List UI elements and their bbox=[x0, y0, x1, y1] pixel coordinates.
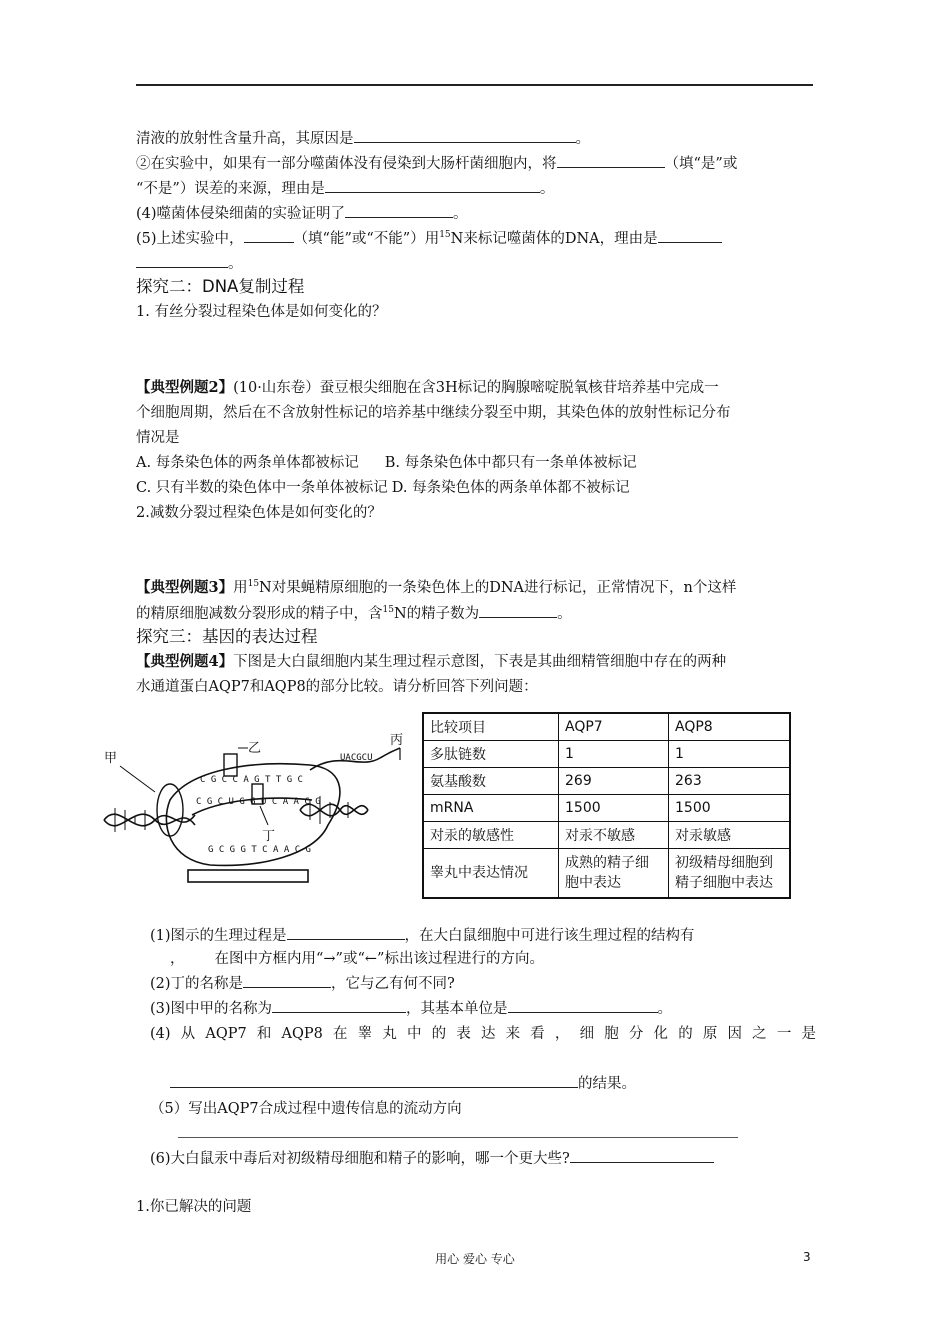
text: (4)噬菌体侵染细菌的实验证明了 bbox=[136, 206, 346, 222]
table-cell: 比较项目 bbox=[423, 713, 559, 741]
text: 因 bbox=[727, 1026, 743, 1042]
text: ， bbox=[554, 1026, 570, 1042]
text: 原 bbox=[702, 1026, 718, 1042]
text: 。 bbox=[228, 256, 243, 272]
blank[interactable] bbox=[243, 973, 331, 988]
text: 的精原细胞减数分裂形成的精子中，含 bbox=[136, 606, 383, 622]
example-label: 【典型例题2】 bbox=[136, 379, 234, 396]
example-label: 【典型例题4】 bbox=[136, 653, 234, 670]
blank[interactable] bbox=[508, 998, 658, 1013]
table-cell: 263 bbox=[669, 768, 791, 795]
blank[interactable] bbox=[354, 128, 576, 143]
text: 。 bbox=[539, 181, 555, 197]
text: 睾 bbox=[357, 1026, 373, 1042]
table-cell: 初级精母细胞到精子细胞中表达 bbox=[669, 849, 791, 899]
text: 表 bbox=[456, 1026, 471, 1042]
option-row bbox=[136, 478, 816, 498]
text-line bbox=[150, 998, 816, 1019]
text: (6)大白鼠汞中毒后对初级精母细胞和精子的影响，哪一个更大些? bbox=[150, 1151, 570, 1167]
text: 用 bbox=[233, 580, 248, 596]
text: (4) bbox=[150, 1026, 171, 1042]
text-line bbox=[150, 1024, 816, 1044]
blank[interactable] bbox=[658, 228, 722, 243]
text-line bbox=[136, 603, 816, 624]
text-line bbox=[136, 203, 816, 224]
text: 看 bbox=[530, 1026, 545, 1042]
text: 。 bbox=[557, 606, 572, 622]
text: (3)图中甲的名称为 bbox=[150, 1001, 273, 1017]
blank[interactable] bbox=[557, 153, 665, 168]
text-line: 情况是 bbox=[136, 430, 180, 446]
text: ②在实验中，如果有一部分噬菌体没有侵染到大肠杆菌细胞内，将 bbox=[136, 156, 557, 172]
text-line bbox=[150, 925, 816, 946]
text: ，在大白鼠细胞中可进行该生理过程的结构有 bbox=[404, 928, 695, 944]
table-cell: 成熟的精子细胞中表达 bbox=[559, 849, 669, 899]
text: 来 bbox=[505, 1026, 521, 1042]
superscript: 15 bbox=[439, 230, 451, 240]
superscript: 15 bbox=[382, 605, 394, 615]
text: (1)图示的生理过程是 bbox=[150, 928, 287, 944]
direction-box[interactable] bbox=[224, 754, 237, 776]
text: 从 bbox=[180, 1026, 196, 1042]
table-cell: AQP8 bbox=[669, 713, 791, 741]
text: N来标记噬菌体的DNA，理由是 bbox=[450, 231, 658, 247]
dna-template-strand: C G C C A G T T G C bbox=[200, 775, 303, 785]
label-ding: 丁 bbox=[262, 829, 276, 844]
text: 达 bbox=[480, 1026, 496, 1042]
base-bar bbox=[188, 870, 308, 882]
table-cell: 对汞不敏感 bbox=[559, 822, 669, 849]
option-c[interactable]: C. 只有半数的染色体中一条单体被标记 bbox=[136, 480, 388, 496]
text-line bbox=[136, 578, 816, 598]
text: ，其基本单位是 bbox=[406, 1001, 508, 1017]
blank[interactable] bbox=[287, 925, 405, 940]
question: 1.你已解决的问题 bbox=[136, 1199, 252, 1215]
table-row bbox=[423, 849, 790, 899]
text: 的结果。 bbox=[578, 1076, 636, 1092]
rna-polymerase-oval bbox=[157, 784, 183, 836]
text: 和 bbox=[256, 1026, 272, 1042]
table-cell: 1 bbox=[559, 741, 669, 768]
text-line bbox=[150, 1148, 816, 1169]
text-line: （5）写出AQP7合成过程中遗传信息的流动方向 bbox=[150, 1101, 462, 1117]
table-cell: 1 bbox=[669, 741, 791, 768]
blank[interactable] bbox=[244, 228, 294, 243]
table-cell: 对汞的敏感性 bbox=[423, 822, 559, 849]
text: 细 bbox=[579, 1026, 595, 1042]
text-line bbox=[136, 253, 816, 274]
text-line bbox=[136, 128, 816, 149]
text: 。 bbox=[575, 131, 590, 147]
text: 一 bbox=[776, 1026, 792, 1042]
table-cell: 269 bbox=[559, 768, 669, 795]
question: 2.减数分裂过程染色体是如何变化的？ bbox=[136, 505, 382, 521]
section-heading: 探究三：基因的表达过程 bbox=[136, 627, 318, 646]
text: (5)上述实验中， bbox=[136, 231, 244, 247]
text: 丸 bbox=[382, 1026, 397, 1042]
text-line bbox=[136, 153, 816, 174]
text: 清液的放射性含量升高，其原因是 bbox=[136, 131, 354, 147]
aqp-comparison-table bbox=[422, 712, 791, 899]
blank[interactable] bbox=[170, 1073, 578, 1088]
table-row bbox=[423, 713, 790, 741]
table-cell: 1500 bbox=[559, 795, 669, 822]
label-yi: 乙 bbox=[248, 741, 262, 756]
table-cell: 氨基酸数 bbox=[423, 768, 559, 795]
section-heading: 探究二：DNA复制过程 bbox=[136, 277, 305, 296]
rna-strand: C G C U G G U C A A C G bbox=[196, 797, 321, 807]
text-line bbox=[150, 973, 816, 994]
text-line: 个细胞周期，然后在不含放射性标记的培养基中继续分裂至中期，其染色体的放射性标记分布 bbox=[136, 405, 731, 421]
table-cell: 睾丸中表达情况 bbox=[423, 849, 559, 899]
text: 之 bbox=[752, 1026, 767, 1042]
option-b[interactable]: B. 每条染色体中都只有一条单体被标记 bbox=[384, 455, 637, 471]
blank[interactable] bbox=[272, 998, 406, 1013]
text: (10·山东卷）蚕豆根尖细胞在含3H标记的胸腺嘧啶脱氧核苷培养基中完成一 bbox=[233, 380, 719, 396]
text: 。 bbox=[453, 206, 468, 222]
question: 1. 有丝分裂过程染色体是如何变化的？ bbox=[136, 304, 387, 320]
text: 是 bbox=[801, 1026, 816, 1042]
table-row bbox=[423, 795, 790, 822]
table-cell: mRNA bbox=[423, 795, 559, 822]
blank[interactable] bbox=[136, 253, 228, 268]
text: 。 bbox=[657, 1001, 673, 1017]
text: N的精子数为 bbox=[393, 606, 480, 622]
rna-tail: UACGCU bbox=[340, 753, 373, 763]
table-row bbox=[423, 741, 790, 768]
option-a[interactable]: A. 每条染色体的两条单体都被标记 bbox=[136, 455, 359, 471]
table-cell: AQP7 bbox=[559, 713, 669, 741]
text-line bbox=[170, 1073, 816, 1094]
text: ， bbox=[170, 951, 185, 967]
text: 的 bbox=[431, 1026, 447, 1042]
page-footer: 用心 爱心 专心 bbox=[435, 1252, 515, 1266]
text: 在 bbox=[333, 1026, 348, 1042]
superscript: 15 bbox=[247, 579, 260, 589]
table-row bbox=[423, 822, 790, 849]
text: 的 bbox=[678, 1026, 693, 1042]
text: （填“是”或 bbox=[664, 156, 738, 172]
page-number: 3 bbox=[803, 1250, 811, 1264]
text: (2)丁的名称是 bbox=[150, 976, 244, 992]
table-cell: 1500 bbox=[669, 795, 791, 822]
label-bing: 丙 bbox=[390, 733, 404, 748]
text: 分 bbox=[628, 1026, 644, 1042]
text-line bbox=[136, 178, 816, 199]
table-row bbox=[423, 768, 790, 795]
option-row bbox=[136, 453, 816, 473]
blank[interactable] bbox=[479, 603, 557, 618]
text: AQP8 bbox=[281, 1026, 323, 1042]
text: 在图中方框内用“→”或“←”标出该过程进行的方向。 bbox=[214, 951, 544, 967]
text: “不是”）误差的来源，理由是 bbox=[136, 181, 325, 197]
text: （填“能”或“不能”）用 bbox=[293, 231, 440, 247]
blank[interactable] bbox=[570, 1148, 714, 1163]
blank[interactable] bbox=[325, 178, 540, 193]
text: 胞 bbox=[604, 1026, 619, 1042]
text-line bbox=[136, 378, 816, 398]
answer-line[interactable] bbox=[178, 1137, 738, 1138]
option-d[interactable]: D. 每条染色体的两条单体都不被标记 bbox=[391, 480, 630, 496]
header-rule bbox=[136, 84, 813, 86]
table-cell: 对汞敏感 bbox=[669, 822, 791, 849]
transcription-diagram bbox=[100, 730, 420, 890]
text: ，它与乙有何不同? bbox=[331, 976, 455, 992]
blank[interactable] bbox=[345, 203, 453, 218]
example-label: 【典型例题3】 bbox=[136, 579, 234, 596]
table-cell: 多肽链数 bbox=[423, 741, 559, 768]
text-line bbox=[170, 949, 816, 969]
dna-coding-strand: G C G G T C A A C G bbox=[208, 845, 311, 855]
label-jia: 甲 bbox=[104, 751, 118, 766]
text-line bbox=[136, 652, 816, 672]
text-line: 水通道蛋白AQP7和AQP8的部分比较。请分析回答下列问题： bbox=[136, 679, 538, 695]
text: N对果蝇精原细胞的一条染色体上的DNA进行标记，正常情况下，n个这样 bbox=[259, 580, 737, 596]
text: 中 bbox=[406, 1026, 422, 1042]
text: 下图是大白鼠细胞内某生理过程示意图，下表是其曲细精管细胞中存在的两种 bbox=[233, 654, 727, 670]
text: AQP7 bbox=[205, 1026, 247, 1042]
text: 化 bbox=[653, 1026, 669, 1042]
text-line bbox=[136, 228, 816, 249]
